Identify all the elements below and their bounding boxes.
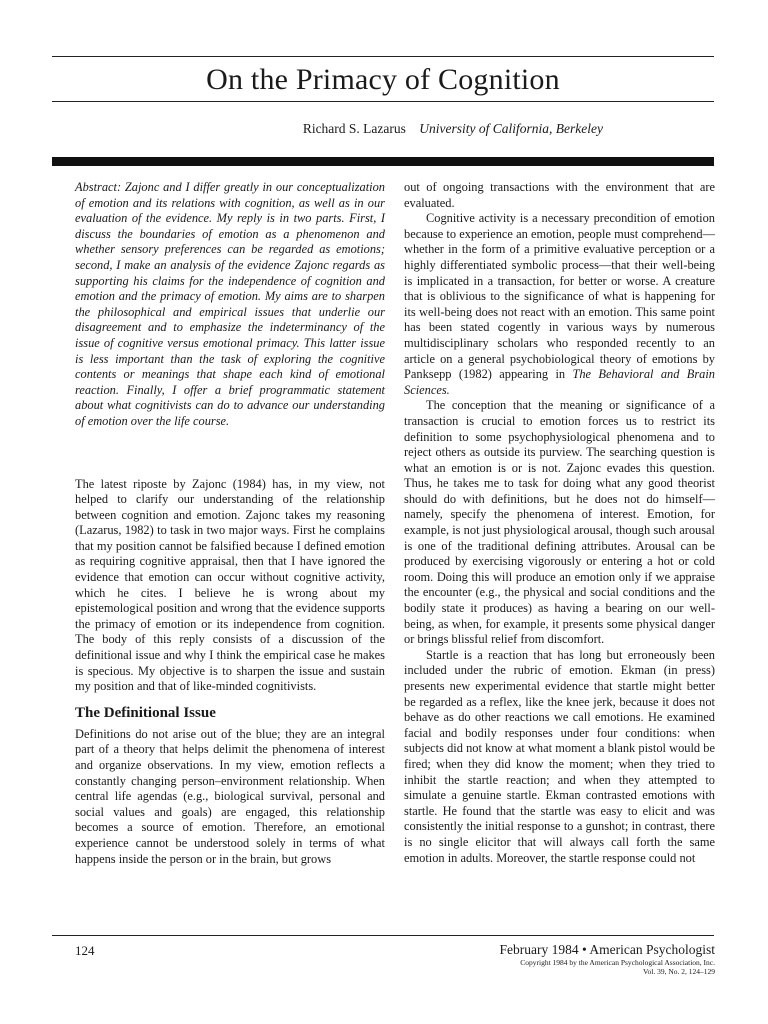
paragraph-startle: Startle is a reaction that has long but erroneously been included under the rubric of emotion. Ekman (in press) presents new experimental evidence that startle might better be regarded as a reflex, like the knee jerk, because it does not behave as do other reactions we call emotions. He examined facial and bodily responses under four conditions: when subjects did not know at what moment a blank pistol would be fired; when they did know the moment; when they tried to inhibit the startle reaction; and when they attempted to simulate a genuine startle. Ekman contrasted emotions with startle. He found that the startle was easy to elicit and was consistently the initial response to a gunshot; in contrast, there is no single elicitor that will always call forth the same emotion in adults. Moreover, the startle response could not [404, 647, 715, 865]
title-rule [52, 101, 714, 102]
paragraph-cognitive-activity [404, 211, 715, 398]
page-number: 124 [75, 943, 95, 958]
abstract-spacer [75, 430, 385, 477]
author-affiliation: University of California, Berkeley [419, 121, 603, 136]
section-heading: The Definitional Issue [75, 704, 216, 721]
volume-line: Vol. 39, No. 2, 124–129 [643, 967, 715, 976]
footer-info [500, 941, 715, 976]
footer-rule [52, 935, 714, 936]
right-column [404, 180, 715, 866]
abstract: Abstract: Zajonc and I differ greatly in our conceptualization of emotion and its relations with cognition, as well as in our evaluation of the evidence. My reply is in two parts. First, I discuss the boundaries of emotion as a phenomenon and whether sensory preferences can be regarded as emotions; second, I make an analysis of the evidence Zajonc regards as supporting his claims for the independence of cognition and emotion and the primacy of emotion. My aims are to sharpen the philosophical and empirical issues that underlie our disagreement and to emphasize the indeterminancy of the issue of cognitive versus emotional primacy. This latter issue is less important than the task of exploring the cognitive contents or meanings that shape each kind of emotional reaction. Finally, I offer a brief programmatic statement about what cognitivists can do to advance our understanding of emotion over the life course. [75, 180, 385, 428]
article-title: On the Primacy of Cognition [206, 63, 560, 96]
author-name: Richard S. Lazarus [302, 121, 406, 136]
continued-paragraph: out of ongoing transactions with the environment that are evaluated. [404, 180, 715, 210]
thick-header-bar [52, 157, 714, 166]
copyright-line: Copyright 1984 by the American Psychological Association, Inc. [520, 958, 715, 967]
top-rule [52, 56, 714, 57]
paragraph-cognitive-activity-text: Cognitive activity is a necessary precondition of emotion because to experience an emotion, people must comprehend—whether in the form of a primitive evaluative perception or a highly differentiated symbolic process—that their well-being is implicated in a transaction, for better or worse. A creature that is oblivious to the significance of what is happening for its well-being does not react with an emotion. This same point has been stated cogently in various ways by numerous multidisciplinary scholars who responded recently to an article on a general psychobiological theory of emotions by Panksepp (1982) appearing in [404, 211, 715, 382]
intro-paragraph: The latest riposte by Zajonc (1984) has, in my view, not helped to clarify our understanding of the relationship between cognition and emotion. Zajonc takes my reasoning (Lazarus, 1982) to task in two major ways. First he complains that my position cannot be falsified because I defined emotion as requiring cognitive appraisal, then that I have ignored the evidence that emotion can occur without cognitive activity, which he cites. I believe he is wrong about my epistemological position and wrong that the evidence supports the primacy of emotion or its independence from cognition. The body of this reply consists of a discussion of the definitional issue and why I think the empirical case he makes is specious. My objective is to sharpen the issue and sustain my position and that of like-minded cognitivists. [75, 476, 385, 694]
left-column [75, 180, 385, 867]
byline [303, 121, 603, 137]
section-paragraph: Definitions do not arise out of the blue; they are an integral part of a theory that helps delimit the phenomena of interest and organize observations. In my view, emotion reflects a constantly changing person–environment relationship. When central life agendas (e.g., biological survival, personal and social values and goals) are engaged, this relationship becomes a source of emotion. Therefore, an emotional experience cannot be understood solely in terms of what happens inside the person or in the brain, but grows [75, 726, 385, 866]
journal-citation: The Behavioral and Brain Sciences. [404, 367, 715, 397]
paragraph-conception: The conception that the meaning or significance of a transaction is crucial to emotion forces us to restrict its definition to some psychophysiological phenomena and to reject others as outside its purview. The searching question is what an emotion is or is not. Zajonc evades this question. Thus, he takes me to task for doing what any good theorist should do with definitions, but he does not do himself—namely, specify the phenomena of interest. Emotion, for example, is not just physiological arousal, though such arousal is one of the traditional defining attributes. Arousal can be produced by exercising vigorously or entering a hot or cold room. Doing this will produce an emotion only if we appraise the encounter (e.g., the physical and social conditions and the bodily state it produces) as having a bearing on our well-being, as when, for example, it presents some physical danger or brings blissful relief from discomfort. [404, 398, 715, 647]
journal-line: February 1984 • American Psychologist [499, 942, 715, 957]
